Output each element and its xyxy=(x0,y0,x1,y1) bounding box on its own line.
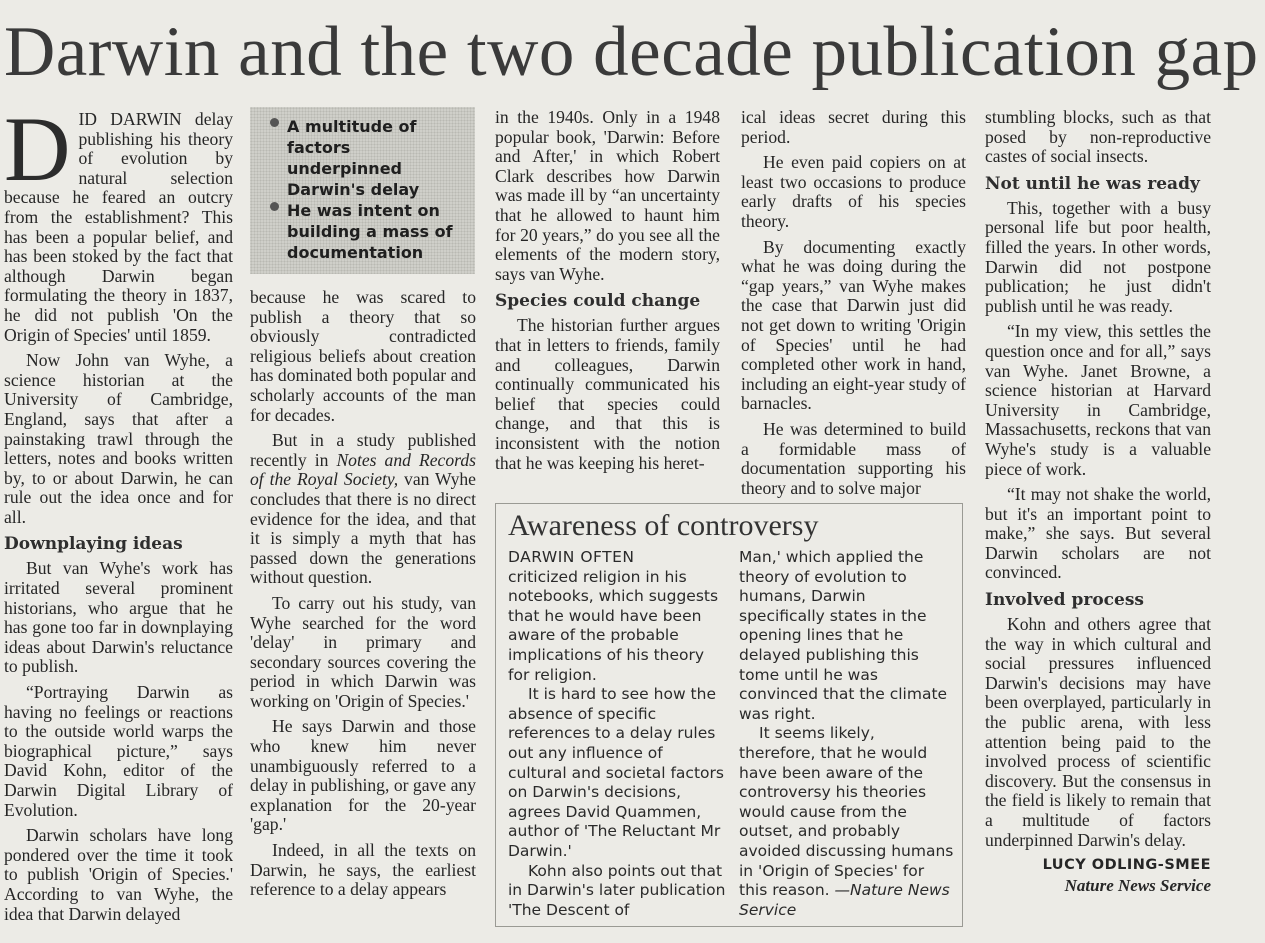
paragraph: “In my view, this settles the question once and for all,” says van Wyhe. Janet Browne, a science historian at Harvard University in Cambridge, Massachusetts, reckons that van Wyhe's study is a valuable piece of work. xyxy=(985,321,1211,479)
lead-text: ID DARWIN delay publishing his theory of evolution by natural selection because he feared an outcry from the establishment? This has been a popular belief, and has been stoked by the fact that although Darwin began formulating the theory in 1837, he did not publish 'On the Origin of Species' until 1859. xyxy=(4,109,233,345)
article-column-5 xyxy=(985,108,1211,895)
paragraph xyxy=(250,431,476,588)
paragraph: “It may not shake the world, but it's an important point to make,” she says. But several Darwin scholars are not convinced. xyxy=(985,484,1211,583)
article-column-1 xyxy=(4,98,233,930)
paragraph: To carry out his study, van Wyhe searched for the word 'delay' in primary and secondary sources covering the period in which Darwin was working on 'Origin of Species.' xyxy=(250,592,476,711)
paragraph: in the 1940s. Only in a 1948 popular book, 'Darwin: Before and After,' in which Robert Clark describes how Darwin was made ill by “an uncertainty that he allowed to haunt him for 20 years,” do you see all the elements of the modern story, says van Wyhe. xyxy=(495,107,720,284)
paragraph: But van Wyhe's work has irritated several prominent historians, who argue that he has gone too far in downplaying ideas about Darwin's reluctance to publish. xyxy=(4,558,233,677)
paragraph: ical ideas secret during this period. xyxy=(741,107,966,147)
journal-title: Notes and Records of the Royal Society, xyxy=(250,449,476,490)
text-span: van Wyhe concludes that there is no direct evidence for the idea, and that it is simply a myth that has passed down the generations without question. xyxy=(250,469,476,588)
subhead-downplaying: Downplaying ideas xyxy=(4,534,183,555)
article-column-4 xyxy=(741,108,966,504)
pull-quote-text: A multitude of factors underpinned Darwin's delay xyxy=(287,117,420,199)
paragraph: stumbling blocks, such as that posed by non-reproductive castes of social insects. xyxy=(985,107,1211,167)
paragraph: Indeed, in all the texts on Darwin, he says, the earliest reference to a delay appears xyxy=(250,840,476,900)
paragraph: By documenting exactly what he was doing during the “gap years,” van Wyhe makes the case that Darwin just did not get down to writing 'Origin of Species' until he had completed other work in hand, including an eight-year study of barnacles. xyxy=(741,236,966,414)
paragraph: “Portraying Darwin as having no feelings or reactions to the outside world warps the biographical picture,” says David Kohn, editor of the Darwin Digital Library of Evolution. xyxy=(4,682,233,820)
sidebar-column-left xyxy=(508,548,726,920)
sidebar-column-right xyxy=(739,548,954,920)
sidebar-box xyxy=(495,503,963,927)
sidebar-paragraph: Man,' which applied the theory of evolution to humans, Darwin specifically states in the opening lines that he delayed publishing this tome until he was convinced that the climate was right. xyxy=(739,548,948,723)
sidebar-paragraph: It is hard to see how the absence of specific references to a delay rules out any influence of cultural and societal factors on Darwin's decisions, agrees David Quammen, author of 'The Reluctant Mr Darwin.' xyxy=(508,685,724,860)
sidebar-paragraph: Kohn also points out that in Darwin's later publication 'The Descent of xyxy=(508,861,726,919)
subhead-involved: Involved process xyxy=(985,590,1144,611)
paragraph: because he was scared to publish a theory that so obviously contradicted religious beliefs about creation has dominated both popular and scholarly accounts of the man for decades. xyxy=(250,287,476,425)
pull-quote-box xyxy=(250,107,475,274)
paragraph: He even paid copiers on at least two occasions to produce early drafts of his species theory. xyxy=(741,152,966,231)
paragraph: Kohn and others agree that the way in which cultural and social pressures influenced Darwin's decisions may have been overplayed, particularly in the public arena, with less attention being paid to the involved process of scientific discovery. But the consensus in the field is likely to remain that a multitude of factors underpinned Darwin's delay. xyxy=(985,614,1211,850)
text-span: But in a study published recently in xyxy=(250,430,476,470)
paragraph: He says Darwin and those who knew him never unambiguously referred to a delay in publishing, or gave any explanation for the 20-year 'gap.' xyxy=(250,716,476,835)
paragraph: Now John van Wyhe, a science historian at the University of Cambridge, England, says that after a painstaking trawl through the letters, notes and books written by, to or about Darwin, he can rule out the idea once and for all. xyxy=(4,350,233,527)
pull-quote-item xyxy=(270,200,470,263)
paragraph: This, together with a busy personal life but poor health, filled the years. In other words, Darwin did not postpone publication; he just didn't publish until he was ready. xyxy=(985,197,1211,316)
text-span: It seems likely, therefore, that he would have been aware of the controversy his theories would cause from the outset, and probably avoided discussing humans in 'Origin of Species' for this reason. xyxy=(739,724,954,900)
drop-cap: D xyxy=(4,98,71,200)
sidebar-title: Awareness of controversy xyxy=(508,509,819,542)
sidebar-paragraph xyxy=(739,724,954,920)
paragraph: Darwin scholars have long pondered over the time it took to publish 'Origin of Species.' According to van Wyhe, the idea that Darwin delayed xyxy=(4,825,233,924)
sidebar-credit: —Nature News Service xyxy=(739,881,950,919)
headline: Darwin and the two decade publication gap xyxy=(4,13,1259,91)
paragraph: He was determined to build a formidable mass of documentation supporting his theory and to solve major xyxy=(741,418,966,498)
subhead-ready: Not until he was ready xyxy=(985,173,1200,194)
sidebar-lead-caps: DARWIN OFTEN xyxy=(508,548,635,566)
byline-source: Nature News Service xyxy=(1064,875,1211,895)
pull-quote-text: He was intent on building a mass of documentation xyxy=(287,201,453,262)
bullet-icon xyxy=(270,202,279,211)
lead-paragraph xyxy=(4,98,233,345)
byline-author: LUCY ODLING-SMEE xyxy=(1042,857,1211,874)
subhead-species: Species could change xyxy=(495,291,701,312)
article-column-3 xyxy=(495,108,720,479)
pull-quote-item xyxy=(270,116,470,200)
text-span: criticized religion in his notebooks, which suggests that he would have been aware of the probable implications of his theory for religion. xyxy=(508,567,719,684)
sidebar-paragraph xyxy=(508,548,726,685)
bullet-icon xyxy=(270,118,279,127)
paragraph: The historian further argues that in letters to friends, family and colleagues, Darwin continually communicated his belief that species could change, and that this is inconsistent with the notion that he was keeping his heret- xyxy=(495,315,720,473)
article-column-2 xyxy=(250,288,476,906)
